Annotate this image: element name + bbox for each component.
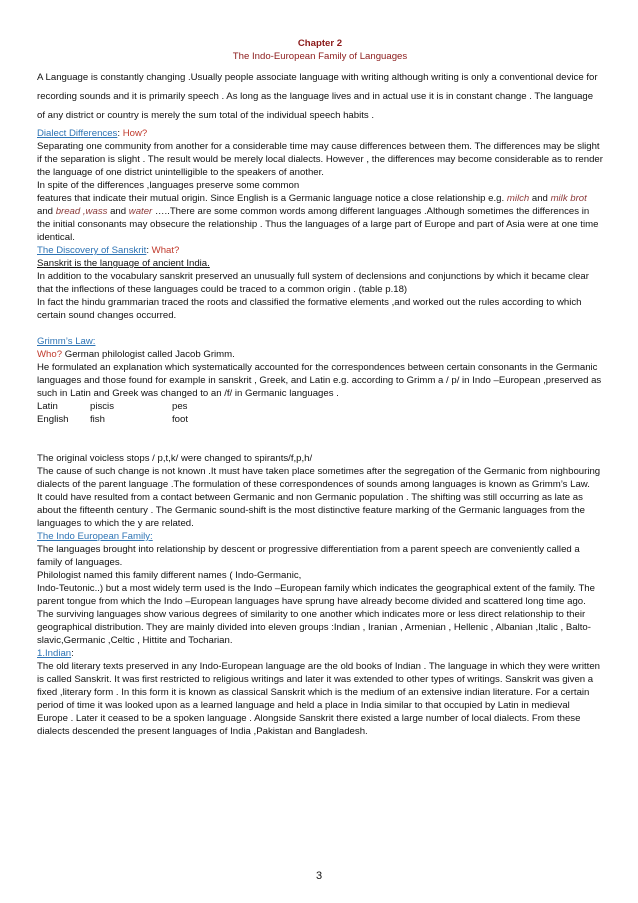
word-bread-wass: bread ,wass <box>55 206 108 217</box>
table-cell: piscis <box>90 401 114 412</box>
dialect-heading-question: How? <box>122 128 148 139</box>
sanskrit-paragraph-1: In addition to the vocabulary sanskrit preserved an unusually full system of declensions and conjunctions by which it became clear that the inflections of these languages could be traced to a common origin . (table p.18) <box>37 271 589 295</box>
sanskrit-heading-label: The Discovery of Sanskrit <box>37 245 147 256</box>
grimm-table-row <box>37 413 603 426</box>
table-cell: pes <box>172 401 188 412</box>
grimm-table-row <box>37 400 603 413</box>
indian-heading-label: 1.Indian <box>37 648 72 659</box>
word-milk-brot: milk brot <box>550 193 587 204</box>
grimm-heading: Grimm’s Law: <box>37 336 96 347</box>
grimm-paragraph-1: He formulated an explanation which systematically accounted for the correspondences between certain consonants in the Germanic languages and those found for example in sanskrit , Greek, and Latin e.g. according to Grimm a / p/ in Indo –European ,preserved as such in Latin and Greek was changed to an /f/ in Germanic languages . <box>37 362 602 399</box>
grimm-paragraph-4: It could have resulted from a contact between Germanic and non Germanic population . The shifting was still occurring as late as about the fifteenth century . The Germanic sound-shift is the most distinctive feature marking of the Germanic languages from the languages to which the y are related. <box>37 492 586 529</box>
chapter-number: Chapter 2 <box>297 38 343 49</box>
sanskrit-heading: The Discovery of Sanskrit: What? <box>37 245 180 256</box>
indian-heading: 1.Indian: <box>37 648 74 659</box>
indian-paragraph: The old literary texts preserved in any Indo-European language are the old books of Indian . The language in which they were written is called Sanskrit. It was first restricted to religious writings and later it was extended to other types of writings. Sanskrit was given a fixed ,literary form . In this form it is known as classical Sanskrit which is the medium of an extensive indian literature. For a certain period of time it was looked upon as a learned language and held a place in India similar to that occupied by Latin in medieval Europe . Later it ceased to be a spoken language . Alongside Sanskrit there existed a large number of local dialects. From these dialects descended the present languages of India ,Pakistan and Bangladesh. <box>37 661 601 737</box>
page-number: 3 <box>315 870 323 882</box>
dialect-paragraph-2a: In spite of the differences ,languages preserve some common <box>37 180 300 191</box>
sanskrit-line: Sanskrit is the language of ancient India. <box>37 258 210 269</box>
document-page <box>37 0 603 738</box>
family-paragraph-1: The languages brought into relationship by descent or progressive differentiation from a parent speech are conveniently called a family of languages. <box>37 544 580 568</box>
dialect-heading-label: Dialect Differences <box>37 128 118 139</box>
dialect-paragraph-1: Separating one community from another for a considerable time may cause differences between them. The differences may be slight if the separation is slight . The result would be merely local dialects. However , the differences may become considerable as to render the language of one district unintelligible to the speakers of another. <box>37 141 603 178</box>
table-cell: foot <box>172 414 189 425</box>
chapter-title: The Indo-European Family of Languages <box>232 51 408 62</box>
grimm-who: Who? German philologist called Jacob Grimm. <box>37 349 235 360</box>
grimm-who-label: Who? <box>37 349 63 360</box>
family-heading: The Indo European Family: <box>37 531 153 542</box>
table-cell: English <box>37 414 69 425</box>
table-cell: Latin <box>37 401 58 412</box>
word-milch: milch <box>506 193 530 204</box>
family-paragraph-3: Indo-Teutonic..) but a most widely term used is the Indo –European family which indicates the geographical extent of the family. The parent tongue from which the Indo –European languages have sprung have already become divided and scattered long time ago. <box>37 583 595 607</box>
sanskrit-heading-question: What? <box>151 245 180 256</box>
grimm-paragraph-3: The cause of such change is not known .It must have taken place sometimes after the segregation of the Germanic from nighbouring dialects of the parent language .The formulation of these correspondences of sounds among languages is known as Grimm’s Law. <box>37 466 601 490</box>
family-paragraph-4: The surviving languages show various degrees of similarity to one another which indicates more or less direct relationship to their geographical distribution. They are mainly divided into eleven groups :Indian , Iranian , Armenian , Hellenic , Albanian ,Italic , Balto-slavic,Germanic ,Celtic , Hittite and Tocharian. <box>37 609 591 646</box>
dialect-paragraph-2: features that indicate their mutual origin. Since English is a Germanic language notice a close relationship e.g. milch and milk brot and bread ,wass and water …..There are some common words among different languages .Although sometimes the differences in the initial consonants may obsecure the relationship . Thus the languages of a large part of Europe and part of Asia were at one time identical. <box>37 193 599 243</box>
intro-paragraph: A Language is constantly changing .Usually people associate language with writing although writing is only a conventional device for recording sounds and it is primarily speech . As long as the language lives and in actual use it is in constant change . The language of any district or country is merely the sum total of the individual speech habits . <box>37 72 598 121</box>
word-water: water <box>128 206 153 217</box>
sanskrit-paragraph-2: In fact the hindu grammarian traced the roots and classified the formative elements ,and worked out the rules according to which certain sound changes occurred. <box>37 297 582 321</box>
grimm-paragraph-2: The original voicless stops / p,t,k/ were changed to spirants/f,p,h/ <box>37 453 313 464</box>
table-cell: fish <box>90 414 105 425</box>
family-paragraph-2: Philologist named this family different names ( Indo-Germanic, <box>37 570 302 581</box>
dialect-heading: Dialect Differences: How? <box>37 128 148 139</box>
